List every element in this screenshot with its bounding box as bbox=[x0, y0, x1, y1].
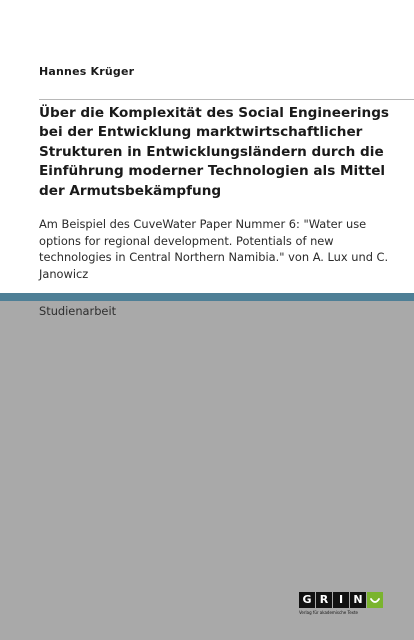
book-subtitle: Am Beispiel des CuveWater Paper Nummer 6: "Water use options for regional development. Potentials of new technologies in Central Northern Namibia." von A. Lux und C. Janowicz bbox=[39, 217, 389, 281]
cover-top-panel bbox=[0, 0, 414, 293]
publisher-tagline: Verlag für akademische Texte bbox=[299, 610, 359, 615]
logo-letter-boxes bbox=[299, 592, 383, 608]
logo-letter-i: I bbox=[333, 592, 349, 608]
publisher-logo bbox=[299, 592, 389, 618]
book-title: Über die Komplexität des Social Engineerings bei der Entwicklung marktwirtschaftlicher Strukturen in Entwicklungsländern durch die Einführung moderner Technologien als Mittel der Armutsbekämpfung bbox=[39, 105, 390, 199]
author-name: Hannes Krüger bbox=[39, 65, 135, 78]
series-label: Studienarbeit bbox=[39, 304, 117, 318]
logo-smile-icon bbox=[367, 592, 383, 608]
logo-letter-r: R bbox=[316, 592, 332, 608]
accent-band bbox=[0, 293, 414, 301]
divider-line bbox=[39, 99, 414, 100]
logo-letter-n: N bbox=[350, 592, 366, 608]
cover-bottom-panel bbox=[0, 301, 414, 640]
logo-letter-g: G bbox=[299, 592, 315, 608]
